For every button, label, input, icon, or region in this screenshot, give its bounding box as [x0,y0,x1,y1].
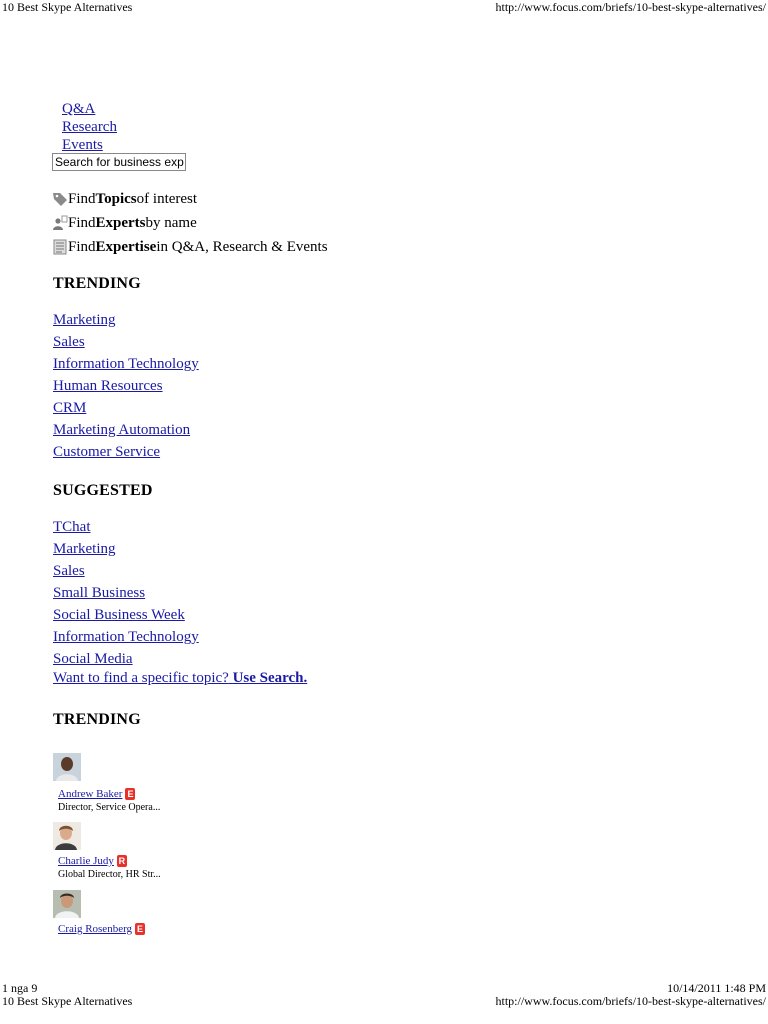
topic-link[interactable]: Customer Service [53,444,161,460]
nav-link-research[interactable]: Research [62,119,117,135]
suggested-link[interactable]: Small Business [53,585,146,601]
nav-link-events[interactable]: Events [62,137,103,153]
suggested-link[interactable]: Social Media [53,651,133,667]
topic-link[interactable]: Marketing Automation [53,422,191,438]
find-topics-row[interactable]: Find Topics of interest [52,190,197,208]
page-footer-datetime: 10/14/2011 1:48 PM [667,981,766,995]
topic-link[interactable]: Human Resources [53,378,163,394]
find-expertise-row[interactable]: Find Expertise in Q&A, Research & Events [52,238,328,256]
trending-topics-title: TRENDING [53,275,141,292]
page-header-title: 10 Best Skype Alternatives [2,0,133,14]
suggested-link[interactable]: TChat [53,519,91,535]
avatar[interactable] [53,753,81,781]
person-name-link[interactable]: Craig Rosenberg [58,923,133,935]
suggested-link[interactable]: Social Business Week [53,607,185,623]
suggested-title: SUGGESTED [53,482,153,499]
person-role: Global Director, HR Str... [58,869,161,880]
person-card [53,822,161,880]
tag-icon [52,191,68,207]
person-role: Director, Service Opera... [58,802,161,813]
page-header-url: http://www.focus.com/briefs/10-best-skype-alternatives/ [495,0,766,14]
topic-link[interactable]: CRM [53,400,87,416]
topic-link[interactable]: Marketing [53,312,116,328]
people-icon [52,215,68,231]
trending-people-title: TRENDING [53,711,141,728]
avatar[interactable] [53,822,81,850]
search-prompt-link[interactable]: Want to find a specific topic? Use Search. [53,670,308,686]
avatar[interactable] [53,890,81,918]
search-input[interactable]: Search for business exp [52,153,186,171]
nav-link-qa[interactable]: Q&A [62,101,96,117]
trending-topics-list [53,309,199,463]
expert-badge-icon: R [118,856,126,866]
expert-badge-icon: E [137,924,144,934]
suggested-link[interactable]: Information Technology [53,629,199,645]
page-footer-number: 1 nga 9 [2,981,38,995]
document-icon [52,239,68,255]
top-nav [62,100,117,154]
topic-link[interactable]: Sales [53,334,85,350]
person-name-link[interactable]: Charlie Judy [58,855,114,867]
page-footer-url: http://www.focus.com/briefs/10-best-skype-alternatives/ [495,994,766,1008]
person-name-link[interactable]: Andrew Baker [58,788,123,800]
person-card [53,753,161,813]
suggested-link[interactable]: Marketing [53,541,116,557]
topic-link[interactable]: Information Technology [53,356,199,372]
suggested-link[interactable]: Sales [53,563,85,579]
find-experts-row[interactable]: Find Experts by name [52,214,197,232]
search-prompt [53,669,307,687]
expert-badge-icon: E [127,789,134,799]
page-footer-title: 10 Best Skype Alternatives [2,994,133,1008]
suggested-list [53,516,199,670]
person-card [53,890,144,935]
